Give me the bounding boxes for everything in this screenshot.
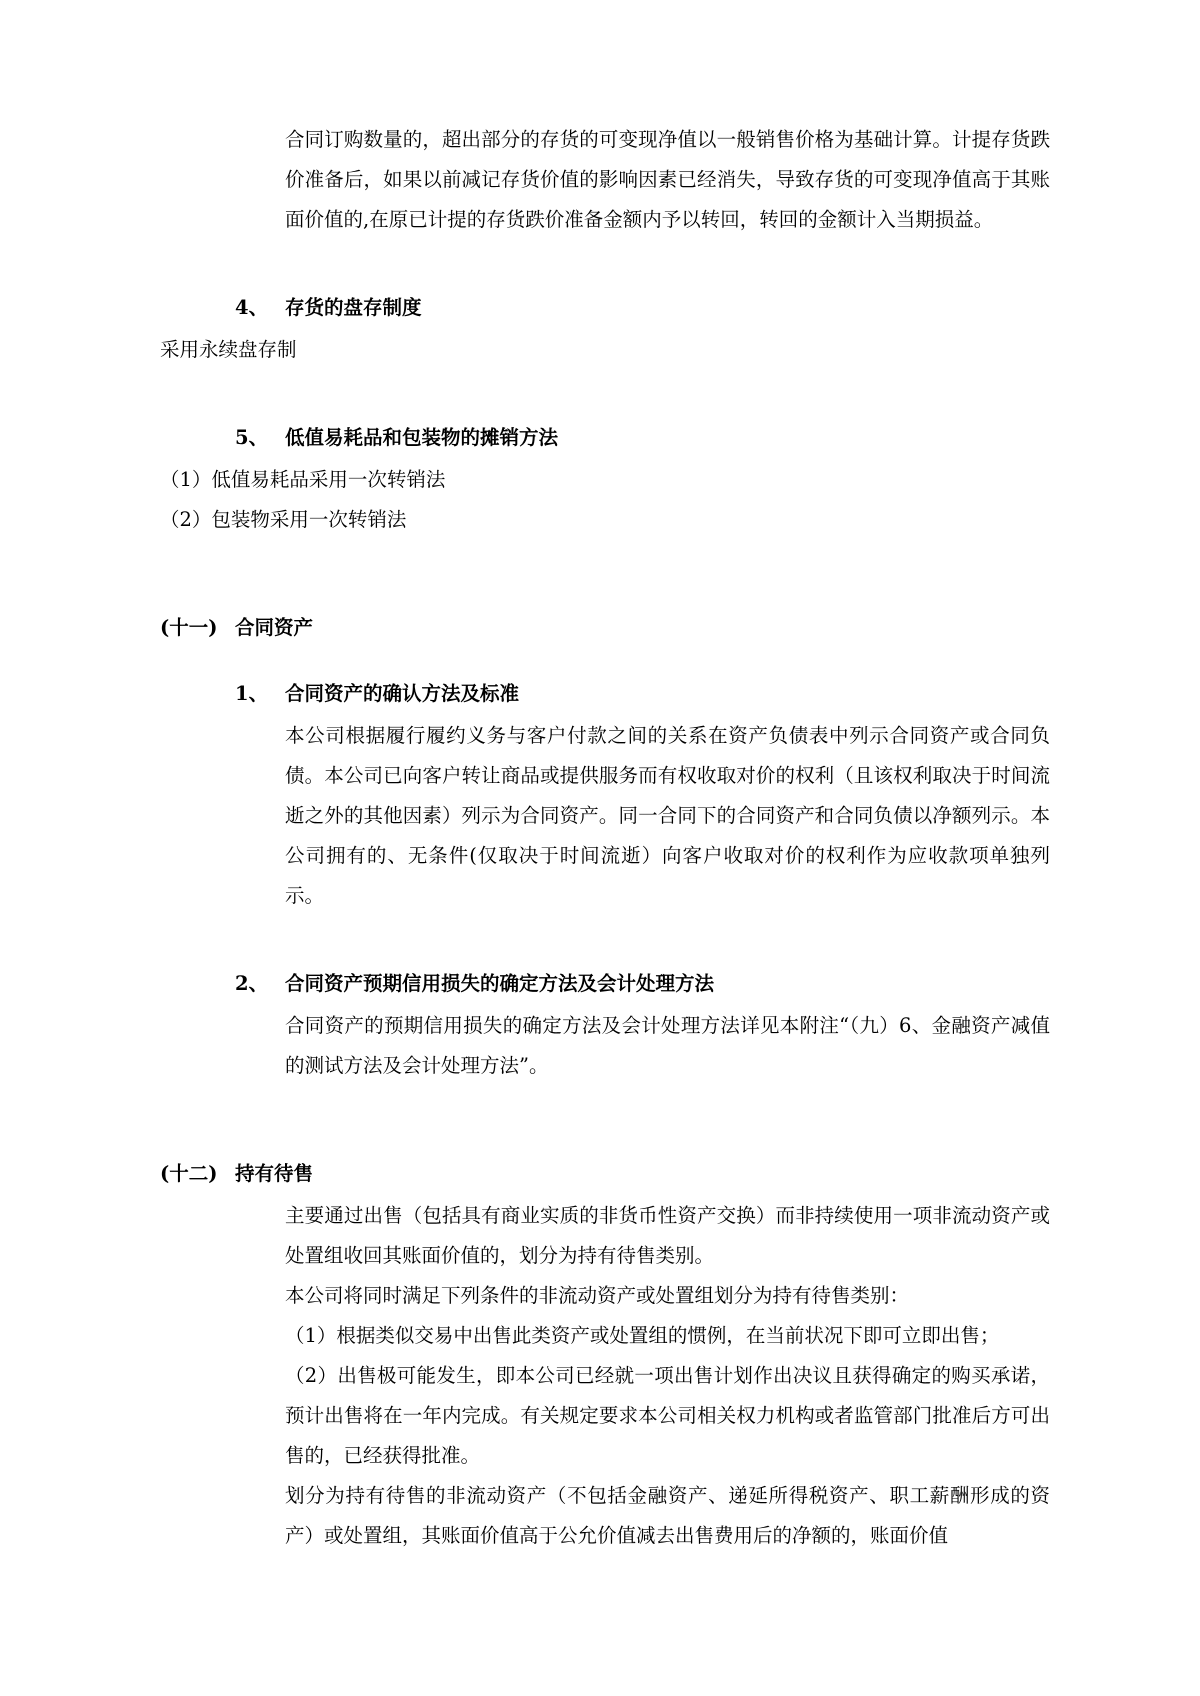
heading-section-11	[160, 608, 1050, 648]
item-5-body-line-1: （1）低值易耗品采用一次转销法	[160, 468, 446, 491]
section-12-body-4: （2）出售极可能发生，即本公司已经就一项出售计划作出决议且获得确定的购买承诺，预计出售将在一年内完成。有关规定要求本公司相关权力机构或者监管部门批准后方可出售的，已经获得批准。	[285, 1364, 1050, 1467]
heading-item-4	[235, 288, 1050, 328]
section-12-body-1: 主要通过出售（包括具有商业实质的非货币性资产交换）而非持续使用一项非流动资产或处置组收回其账面价值的，划分为持有待售类别。	[285, 1204, 1050, 1267]
spacer	[160, 1086, 1050, 1120]
section-12-body-2: 本公司将同时满足下列条件的非流动资产或处置组划分为持有待售类别：	[285, 1284, 910, 1307]
heading-sub-11-2	[235, 964, 1050, 1004]
heading-label: 低值易耗品和包装物的摊销方法	[285, 426, 559, 449]
heading-number: 4、	[235, 296, 269, 319]
heading-label: 存货的盘存制度	[285, 296, 422, 319]
spacer	[160, 540, 1050, 574]
item-5-body-line-2: （2）包装物采用一次转销法	[160, 508, 407, 531]
heading-section-12	[160, 1154, 1050, 1194]
spacer	[160, 370, 1050, 392]
heading-label: 合同资产的确认方法及标准	[285, 682, 520, 705]
heading-sub-11-1	[235, 674, 1050, 714]
section-12-body-5: 划分为持有待售的非流动资产（不包括金融资产、递延所得税资产、职工薪酬形成的资产）或处置组，其账面价值高于公允价值减去出售费用后的净额的，账面价值	[285, 1484, 1050, 1547]
document-body	[160, 120, 1050, 1556]
heading-label: 合同资产	[235, 616, 314, 639]
heading-number: 1、	[235, 682, 269, 705]
section-12-body-3: （1）根据类似交易中出售此类资产或处置组的惯例，在当前状况下即可立即出售；	[285, 1324, 1000, 1347]
paragraph-intro: 合同订购数量的，超出部分的存货的可变现净值以一般销售价格为基础计算。计提存货跌价准备后，如果以前减记存货价值的影响因素已经消失，导致存货的可变现净值高于其账面价值的,在原已计提的存货跌价准备金额内予以转回，转回的金额计入当期损益。	[285, 128, 1050, 231]
heading-label: 合同资产预期信用损失的确定方法及会计处理方法	[285, 972, 715, 995]
sub-11-2-body: 合同资产的预期信用损失的确定方法及会计处理方法详见本附注“（九）6、金融资产减值的测试方法及会计处理方法”。	[285, 1014, 1050, 1077]
item-4-body-line-1: 采用永续盘存制	[160, 338, 297, 361]
heading-number: 5、	[235, 426, 269, 449]
spacer	[160, 240, 1050, 262]
sub-11-1-body: 本公司根据履行履约义务与客户付款之间的关系在资产负债表中列示合同资产或合同负债。本公司已向客户转让商品或提供服务而有权收取对价的权利（且该权利取决于时间流逝之外的其他因素）列示为合同资产。同一合同下的合同资产和合同负债以净额列示。本公司拥有的、无条件(仅取决于时间流逝）向客户收取对价的权利作为应收款项单独列示。	[285, 724, 1050, 907]
spacer	[160, 916, 1050, 938]
heading-number: 2、	[235, 972, 269, 995]
heading-label: 持有待售	[235, 1162, 314, 1185]
heading-number: (十二)	[160, 1162, 218, 1185]
heading-item-5	[235, 418, 1050, 458]
heading-number: (十一)	[160, 616, 218, 639]
